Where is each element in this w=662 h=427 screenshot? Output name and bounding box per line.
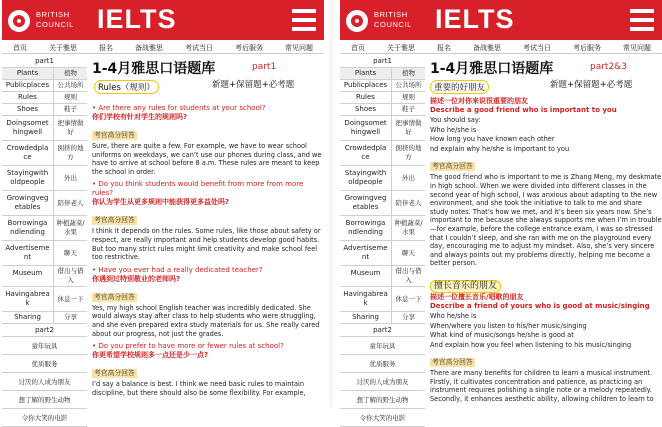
sidebar-item[interactable]: 童年玩具 [340, 337, 425, 355]
sidebar-part1[interactable]: part1 [340, 55, 425, 68]
nav-prepare[interactable]: 备战雅思 [473, 43, 501, 52]
site-header [340, 0, 662, 40]
sidebar-part2[interactable]: part2 [340, 324, 425, 337]
cue-line: How long you have known each other [430, 135, 555, 144]
sidebar-part1[interactable]: part1 [2, 55, 87, 68]
part-label: part1 [252, 62, 277, 72]
nav-faq[interactable]: 常见问题 [623, 43, 651, 52]
cue-line: You should say: [430, 116, 481, 124]
sidebar-item[interactable]: Doingsomet hingwell 把事情做好 [340, 116, 425, 141]
page-heading [430, 58, 662, 93]
left-page [2, 0, 324, 422]
sidebar-item[interactable]: Growingveg etables 陪伴老人 [2, 191, 87, 216]
brand-line-1: BRITISH [374, 10, 408, 19]
sidebar-item[interactable]: Crowdedpla ce 拥挤的地方 [2, 141, 87, 166]
sidebar-item[interactable]: Sharing 分享 [2, 312, 87, 324]
part-label: part2&3 [590, 62, 627, 72]
sidebar-item[interactable]: Stayingwith oldpeople 外出 [2, 166, 87, 191]
sidebar-item[interactable]: Publicplaces 公共场所 [340, 80, 425, 92]
sidebar-item[interactable]: 童年玩具 [2, 337, 87, 355]
question-zh: 你更希望学校规则多一点还是少一点? [92, 351, 209, 360]
nav-home[interactable]: 首页 [351, 43, 365, 52]
question-en: • Do you think students would benefit from more from more rules? [92, 180, 304, 198]
nav-home[interactable]: 首页 [13, 43, 27, 52]
cue-line: And explain how you feel when listening to his music/singing [430, 340, 632, 349]
sidebar-item[interactable]: Stayingwith oldpeople 外出 [340, 166, 425, 191]
sidebar-item[interactable]: Havingabrea k 休息一下 [2, 287, 87, 312]
sidebar-item[interactable]: Doingsomet hingwell 把事情做好 [2, 116, 87, 141]
question-zh: 你们学校有针对学生的规则吗? [92, 113, 188, 121]
hamburger-menu-icon[interactable] [290, 7, 318, 33]
sidebar-item[interactable]: Museum 借出与借入 [340, 266, 425, 287]
sidebar-item[interactable]: Borrowinga ndlending 种植蔬菜/水果 [2, 216, 87, 241]
qa-content [92, 104, 324, 397]
question-zh: 你遇到过特别敬业的老师吗? [92, 274, 181, 283]
nav-register[interactable]: 报名 [99, 43, 113, 52]
sidebar-item[interactable]: Rules 规则 [340, 92, 425, 104]
top-nav [2, 42, 324, 54]
cue-line: When/where you listen to his/her music/singing [430, 321, 587, 330]
nav-about[interactable]: 关于雅思 [387, 43, 415, 52]
ielts-logo[interactable]: IELTS [97, 4, 177, 34]
answer-tag: 考官高分回答 [432, 358, 473, 367]
nav-register[interactable]: 报名 [437, 43, 451, 52]
cue-line: Who he/she is [430, 125, 477, 134]
answer-tag: 考官高分回答 [94, 292, 135, 301]
hamburger-menu-icon[interactable] [628, 7, 656, 33]
right-page [340, 0, 662, 422]
brand-text [36, 10, 74, 30]
sidebar-item[interactable]: 令你大笑的电影 [2, 409, 87, 427]
page-title: 1-4月雅思口语题库 [430, 61, 554, 77]
topic-label: Rules（规则） [94, 80, 159, 94]
page-title: 1-4月雅思口语题库 [92, 61, 216, 77]
sidebar-item[interactable]: Crowdedpla ce 拥挤的地方 [340, 141, 425, 166]
cue-line: Who he/she is [430, 311, 477, 320]
topic-sidebar [340, 55, 425, 427]
answer-tag: 考官高分回答 [94, 369, 135, 378]
answer-text: There are many benefits for children to learn a musical instrument. Firstly, it cultivates concentration and patience, as practicing an instrument requires polishing a single note or a melody repeatedly. Secondly, it enhances aesthetic ability, allowing children to learn to [430, 369, 654, 404]
answer-text: Sure, there are quite a few. For example, we have to wear school uniforms on weekdays, we can’t use our phones during class, and we have to arrive at school before 8 a.m. These rules are meant to keep the school in order. [92, 142, 322, 176]
sidebar-item[interactable]: Shoes 鞋子 [2, 104, 87, 116]
qa-block [92, 266, 324, 338]
describe-zh: 描述一位对你来说很重要的朋友 [430, 97, 528, 105]
part2-content [430, 97, 662, 404]
sidebar-part2[interactable]: part2 [2, 324, 87, 337]
ielts-logo[interactable]: IELTS [435, 4, 515, 34]
sidebar-item[interactable]: Growingveg etables 陪伴老人 [340, 191, 425, 216]
answer-tag: 考官高分回答 [94, 216, 135, 225]
sidebar-item[interactable]: Sharing 分享 [340, 312, 425, 324]
answer-text: Yes, my high school English teacher was incredibly dedicated. She would always stay after class to help students who were struggling, and she even prepared extra study materials for us. She really cared about our progress, not just the grades. [92, 303, 320, 338]
question-en: • Are there any rules for students at your school? [92, 104, 266, 112]
nav-test-day[interactable]: 考试当日 [185, 43, 213, 52]
describe-en: Describe a good friend who is important to you [430, 106, 617, 114]
topic-sidebar [2, 55, 87, 427]
sidebar-item[interactable]: Advertiseme nt 聊天 [2, 241, 87, 266]
sidebar-item[interactable]: 优质服务 [2, 355, 87, 373]
answer-tag: 考官高分回答 [94, 131, 135, 139]
page-divider [329, 0, 333, 407]
qa-block [92, 180, 324, 261]
nav-about[interactable]: 关于雅思 [49, 43, 77, 52]
british-council-logo-icon[interactable] [346, 10, 368, 32]
topic-label: 重要的好朋友 [430, 80, 489, 94]
british-council-logo-icon[interactable] [8, 10, 30, 32]
cue-line: nd explain why he/she is important to you [430, 144, 570, 153]
top-nav [340, 42, 662, 54]
sidebar-item[interactable]: Plants 植物 [340, 68, 425, 80]
brand-text [374, 10, 412, 30]
nav-test-day[interactable]: 考试当日 [523, 43, 551, 52]
sidebar-item[interactable]: Publicplaces 公共场所 [2, 80, 87, 92]
answer-text: I think it depends on the rules. Some rules, like those about safety or respect, are really important and help students develop good habits. But too many strict rules might limit creativity and make school feel too restrictive. [92, 227, 321, 262]
sidebar-item[interactable]: Plants 植物 [2, 68, 87, 80]
nav-after-test[interactable]: 考后服务 [573, 43, 601, 52]
describe-en: Describe a friend of yours who is good at music/singing [430, 301, 650, 310]
cue-line: What kind of music/songs he/she is good at [430, 331, 574, 340]
nav-faq[interactable]: 常见问题 [285, 43, 313, 52]
describe-zh: 描述一位擅长音乐/唱歌的朋友 [430, 292, 524, 301]
sidebar-item[interactable]: 想了解的野生动物 [340, 391, 425, 409]
brand-line-2: COUNCIL [374, 20, 412, 29]
sidebar-item[interactable]: Rules 规则 [2, 92, 87, 104]
sidebar-item[interactable]: 讨厌的人成为朋友 [2, 373, 87, 391]
subtitle: 新题+保留题+必考题 [550, 80, 633, 90]
sidebar-item[interactable]: 优质服务 [340, 355, 425, 373]
question-zh: 你认为学生从更多规则中能获得更多益处吗? [92, 198, 230, 207]
qa-block [92, 342, 324, 397]
answer-tag: 考官高分回答 [432, 162, 473, 171]
topic-label-2: 擅长音乐的朋友 [430, 280, 501, 293]
sidebar-item[interactable]: 讨厌的人成为朋友 [340, 373, 425, 391]
nav-after-test[interactable]: 考后服务 [235, 43, 263, 52]
page-heading [92, 58, 324, 93]
brand-line-1: BRITISH [36, 10, 70, 19]
sidebar-item[interactable]: Museum 借出与借入 [2, 266, 87, 287]
sidebar-item[interactable]: Havingabrea k 休息一下 [340, 287, 425, 312]
site-header [2, 0, 324, 40]
sidebar-item[interactable]: 令你大笑的电影 [340, 409, 425, 427]
sidebar-item[interactable]: Borrowinga ndlending 种植蔬菜/水果 [340, 216, 425, 241]
sidebar-item[interactable]: Advertiseme nt 聊天 [340, 241, 425, 266]
sidebar-item[interactable]: 想了解的野生动物 [2, 391, 87, 409]
qa-block [92, 104, 324, 176]
answer-text: I’d say a balance is best. I think we need basic rules to maintain discipline, but there should also be some flexibility. For example, [92, 380, 306, 397]
subtitle: 新题+保留题+必考题 [212, 80, 295, 90]
answer-text: The good friend who is important to me is Zhang Meng, my deskmate in high school. When we were divided into different classes in the second year of high school, I was anxious about adapting to the new environment, and she took the initiative to talk to me and share study notes. That’s how we met, and it’s been six years now. She’s important to me because she always supports me when I’m in trouble—for example, before the college entrance exam, I was so stressed that I couldn’t sleep, and she ran with me on the playground every day, encouraging me to adjust my mindset. Also, she’s very sincere and always points out my problems directly, helping me become a better person. [430, 173, 662, 268]
question-en: • Do you prefer to have more or fewer rules at school? [92, 342, 284, 351]
nav-prepare[interactable]: 备战雅思 [135, 43, 163, 52]
brand-line-2: COUNCIL [36, 20, 74, 29]
sidebar-item[interactable]: Shoes 鞋子 [340, 104, 425, 116]
question-en: • Have you ever had a really dedicated teacher? [92, 265, 263, 274]
